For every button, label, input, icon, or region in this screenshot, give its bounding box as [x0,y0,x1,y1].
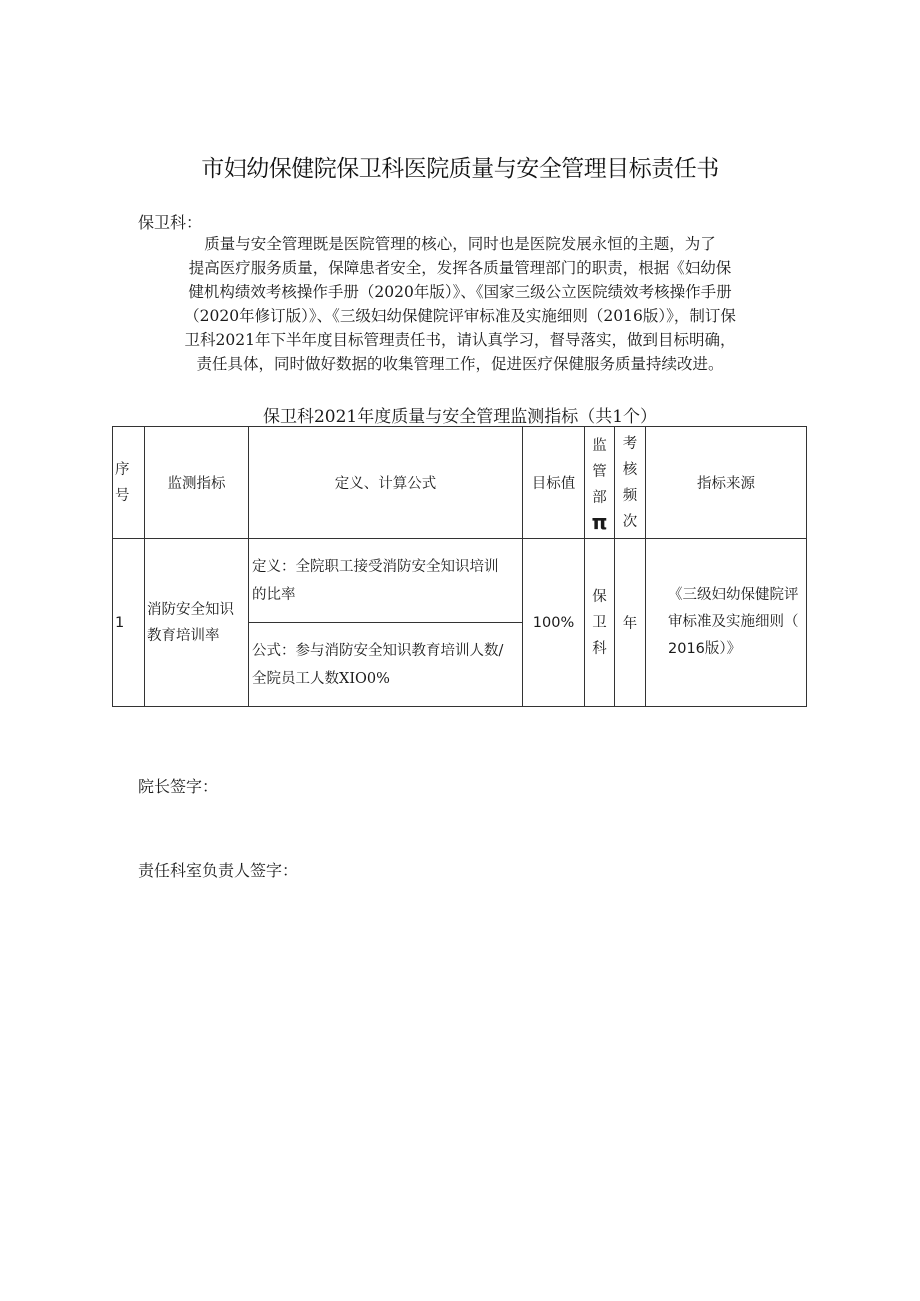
cell-frequency: 年 [615,539,646,707]
table-row [113,539,807,623]
cell-indicator [145,539,249,707]
body-line: 质量与安全管理既是医院管理的核心，同时也是医院发展永恒的主题，为了 [204,235,716,253]
header-department-char: 部 [592,489,607,506]
source-line: 审标准及实施细则（ [668,614,799,630]
table-header-row [113,427,807,539]
header-frequency-char: 次 [622,513,638,530]
header-indicator: 监测指标 [145,427,249,539]
header-frequency [615,427,646,539]
document-title: 市妇幼保健院保卫科医院质量与安全管理目标责任书 [201,156,719,182]
department-char: 保 [592,588,607,605]
header-department-char: 监 [592,437,607,454]
header-frequency-char: 核 [622,461,638,478]
header-source: 指标来源 [646,427,807,539]
body-line: （2020年修订版）》、《三级妇幼保健院评审标准及实施细则（2016版）》，制订保 [184,307,736,325]
formula-line: 公式：参与消防安全知识教育培训人数/ [252,642,504,659]
cell-target: 100% [523,539,585,707]
salutation: 保卫科： [138,213,203,232]
header-definition: 定义、计算公式 [249,427,523,539]
body-line: 健机构绩效考核操作手册（2020年版）》、《国家三级公立医院绩效考核操作手册 [188,283,732,301]
cell-department [585,539,615,707]
metrics-table [112,426,807,707]
indicator-line: 消防安全知识 [147,601,234,618]
president-signature: 院长签字： [138,777,219,796]
body-line: 提高医疗服务质量，保障患者安全，发挥各质量管理部门的职责，根据《妇幼保 [188,259,732,277]
cell-formula [249,623,523,707]
cell-definition [249,539,523,623]
header-seq [113,427,145,539]
source-line: 2016版）》 [668,641,742,657]
department-char: 科 [592,640,607,657]
formula-line: 全院员工人数XIO0% [252,670,390,687]
header-seq-char: 号 [115,487,130,504]
header-seq-char: 序 [115,461,130,478]
indicator-line: 教育培训率 [147,627,220,644]
header-department-char: 管 [592,463,607,480]
department-char: 卫 [592,614,607,631]
definition-line: 定义：全院职工接受消防安全知识培训 [252,558,499,575]
cell-seq: 1 [113,539,145,707]
cell-source [646,539,807,707]
source-line: 《三级妇幼保健院评 [668,587,799,603]
header-target: 目标值 [523,427,585,539]
definition-line: 的比率 [252,586,296,603]
table-caption: 保卫科2021年度质量与安全管理监测指标（共1个） [262,407,658,427]
department-head-signature: 责任科室负责人签字： [138,861,299,880]
header-frequency-char: 频 [622,487,638,504]
body-line: 责任具体，同时做好数据的收集管理工作，促进医疗保健服务质量持续改进。 [196,355,724,373]
body-line: 卫科2021年下半年度目标管理责任书，请认真学习，督导落实，做到目标明确， [184,331,736,349]
header-department [585,427,615,539]
header-frequency-char: 考 [622,435,638,452]
body-paragraph [130,232,790,376]
header-department-char: π [591,509,608,534]
